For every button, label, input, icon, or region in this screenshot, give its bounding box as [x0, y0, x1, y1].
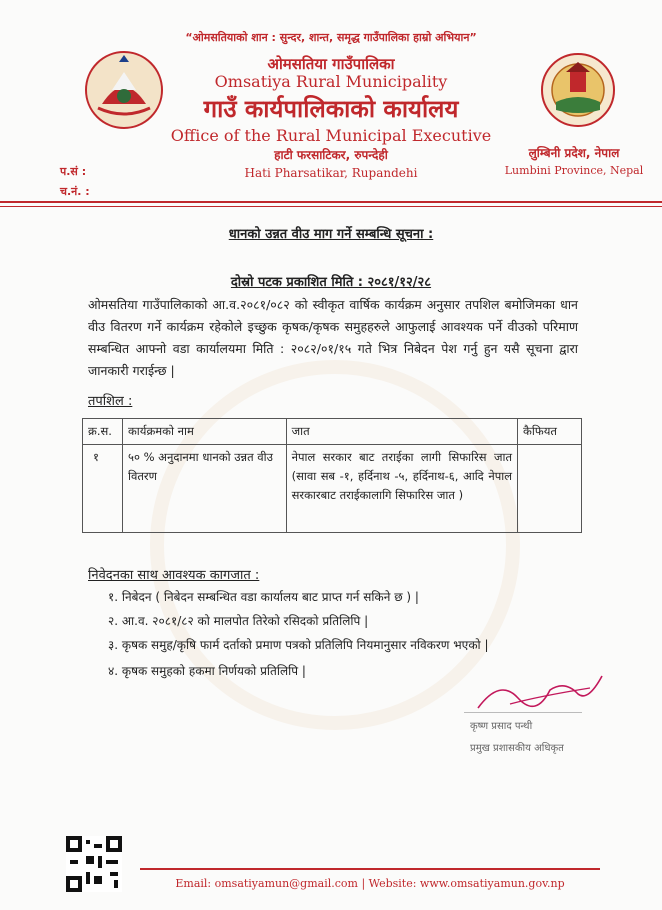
- header-remarks: कैफियत: [518, 419, 582, 445]
- cell-sn: १: [83, 445, 123, 533]
- signature-image: [470, 668, 610, 718]
- address-en: Hati Pharsatikar, Rupandehi: [244, 166, 418, 180]
- province-np: लुम्बिनी प्रदेश, नेपाल: [528, 146, 620, 160]
- header-sn: क्र.स.: [83, 419, 123, 445]
- ref-chalani: च.नं. :: [60, 185, 90, 198]
- cell-program: ५० % अनुदानमा धानको उन्नत वीउ वितरण: [122, 445, 286, 533]
- list-item: ४. कृषक समुहको हकमा निर्णयको प्रतिलिपि |: [108, 664, 306, 678]
- slogan: “ओमसतियाको शान : सुन्दर, शान्त, समृद्ध गाउँपालिका हाम्रो अभियान”: [185, 31, 477, 44]
- header-program: कार्यक्रमको नाम: [122, 419, 286, 445]
- ref-patra: प.सं :: [60, 165, 87, 178]
- header-divider: [0, 201, 662, 203]
- cell-remarks: [518, 445, 582, 533]
- signature-line: [464, 712, 582, 713]
- signer-title: प्रमुख प्रशासकीय अधिकृत: [470, 743, 564, 754]
- list-item: २. आ.व. २०८१/८२ को मालपोत तिरेको रसिदको प्रतिलिपि |: [108, 614, 369, 628]
- province-en: Lumbini Province, Nepal: [504, 164, 644, 177]
- municipality-name-np: ओमसतिया गाउँपालिका: [267, 55, 395, 73]
- signer-name: कृष्ण प्रसाद पन्थी: [470, 721, 533, 732]
- documents-label: निवेदनका साथ आवश्यक कागजात :: [88, 568, 260, 583]
- list-item: ३. कृषक समुह/कृषि फार्म दर्ताको प्रमाण पत्रको प्रतिलिपि नियमानुसार नविकरण भएको |: [108, 638, 489, 652]
- table-header-row: [83, 419, 582, 445]
- table-row: [83, 445, 582, 533]
- header-divider-thin: [0, 206, 662, 207]
- municipality-name-en: Omsatiya Rural Municipality: [214, 72, 448, 91]
- footer-divider: [140, 868, 600, 870]
- address-np: हाटी फरसाटिकर, रुपन्देही: [274, 148, 388, 162]
- publish-date: दोस्रो पटक प्रकाशित मिति : २०८१/१२/२८: [230, 275, 432, 290]
- list-item: १. निबेदन ( निबेदन सम्बन्धित वडा कार्यालय बाट प्राप्त गर्न सकिने छ ) |: [108, 590, 419, 604]
- notice-body: ओमसतिया गाउँपालिकाको आ.व.२०८१/०८२ को स्वीकृत वार्षिक कार्यक्रम अनुसार तपशिल बमोजिमका धान वीउ वितरण गर्ने कार्यक्रम रहेकोले इच्छुक कृषक/कृषक समुहहरुले आफुलाई आवश्यक पर्ने वीउको परिमाण सम्बन्धित आफ्नो वडा कार्यालयमा मिति : २०८२/०१/१५ गते भित्र निबेदन पेश गर्नु हुन यसै सूचना द्वारा जानकारी गराईन्छ |: [88, 297, 578, 378]
- cell-variety: नेपाल सरकार बाट तराईका लागी सिफारिस जात (सावा सब -१, हर्दिनाथ -५, हर्दिनाथ-६, आदि नेपाल सरकारबाट तराईकालागि सिफारिस जात ): [286, 445, 517, 533]
- header-variety: जात: [286, 419, 517, 445]
- footer-contact: Email: omsatiyamun@gmail.com | Website: www.omsatiyamun.gov.np: [175, 877, 565, 890]
- details-label: तपशिल :: [88, 394, 133, 409]
- office-name-np: गाउँ कार्यपालिकाको कार्यालय: [203, 95, 459, 123]
- details-table: [82, 418, 582, 533]
- notice-title: धानको उन्नत वीउ माग गर्ने सम्बन्धि सूचना :: [228, 227, 434, 242]
- office-name-en: Office of the Rural Municipal Executive: [170, 126, 492, 145]
- qr-code-icon: [66, 836, 122, 892]
